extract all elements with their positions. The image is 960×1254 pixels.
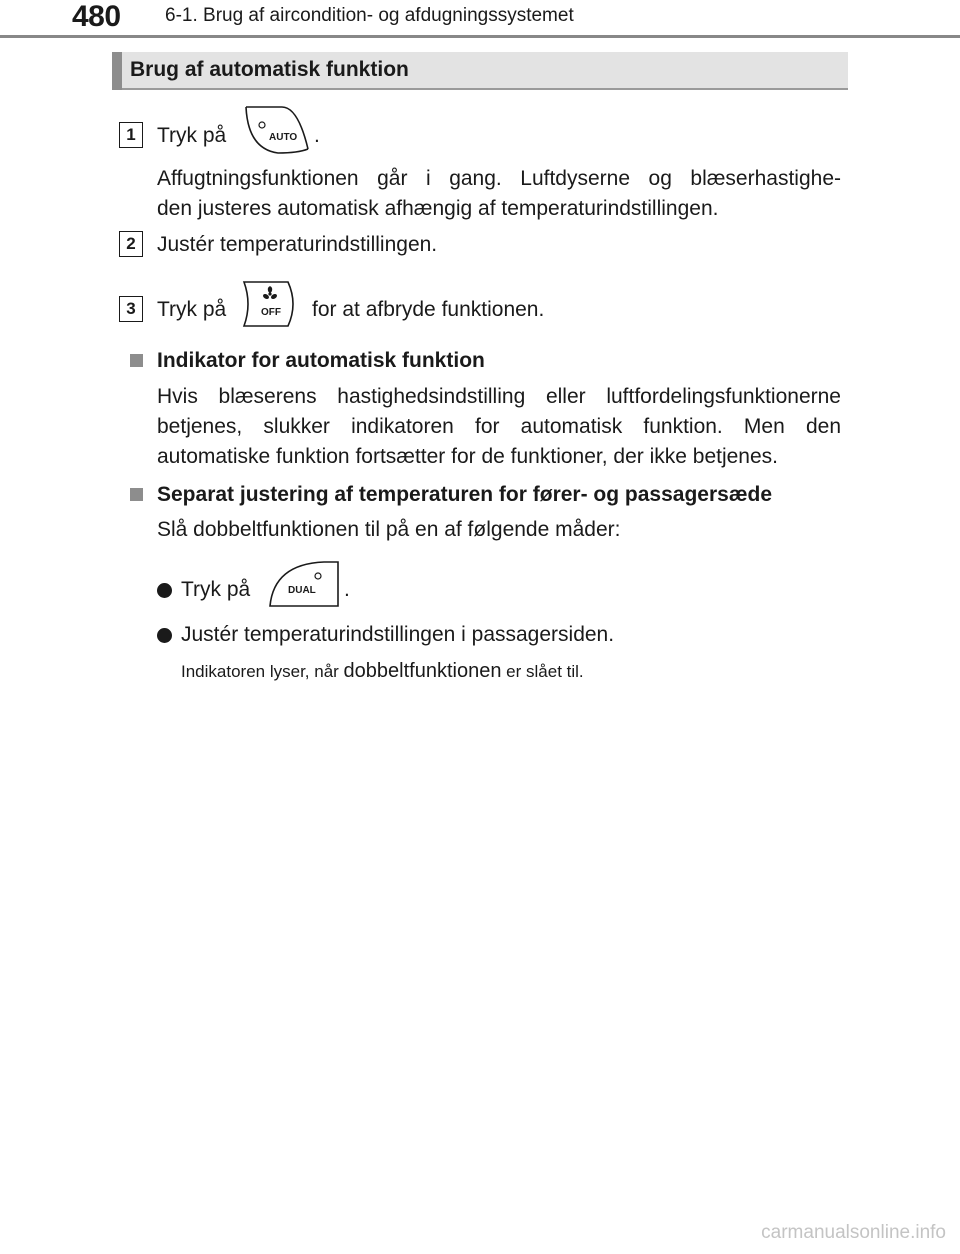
off-button-label: OFF <box>261 307 281 318</box>
step-1-text-before: Tryk på <box>157 124 227 147</box>
auto-button-label: AUTO <box>269 132 298 143</box>
bullet-1-text-before: Tryk på <box>181 578 251 601</box>
bullet-1-text-after: . <box>344 578 350 601</box>
step-1-description-line2: den justeres automatisk afhængig af temperaturindstillingen. <box>157 197 719 220</box>
separate-heading: Separat justering af temperaturen for fører- og passagersæde <box>157 483 772 506</box>
bullet-dot <box>157 583 172 598</box>
auto-button-icon <box>242 105 312 159</box>
watermark: carmanualsonline.info <box>761 1222 946 1243</box>
page-number: 480 <box>72 0 121 33</box>
header-divider <box>0 35 960 38</box>
page-header <box>0 0 960 40</box>
indicator-heading: Indikator for automatisk funktion <box>157 349 485 372</box>
bullet-dot <box>157 628 172 643</box>
fan-icon <box>262 286 278 300</box>
step-2-text: Justér temperaturindstillingen. <box>157 233 438 256</box>
step-3-text-before: Tryk på <box>157 298 227 321</box>
step-3-text-after: for at afbryde funktionen. <box>312 298 545 321</box>
dual-button-label: DUAL <box>288 585 316 596</box>
note-part-1: Indikatoren lyser, når <box>181 662 344 681</box>
note-part-2: dobbeltfunktionen <box>343 660 502 682</box>
chapter-title: 6-1. Brug af aircondition- og afdugningssystemet <box>165 5 574 26</box>
bullet-2-text: Justér temperaturindstillingen i passagersiden. <box>181 623 615 646</box>
section-accent <box>112 52 122 90</box>
off-button-icon <box>240 280 302 330</box>
section-heading-bar <box>112 52 848 90</box>
indicator-note <box>181 659 584 684</box>
step-1-text-after: . <box>314 124 320 147</box>
step-number-3: 3 <box>119 296 143 322</box>
separate-intro: Slå dobbeltfunktionen til på en af følgende måder: <box>157 518 621 541</box>
step-1-description-line1: Affugtningsfunktionen går i gang. Luftdyserne og blæserhastighe- <box>157 167 841 190</box>
indicator-body: Hvis blæserens hastighedsindstilling eller luftfordelingsfunktionerne betjenes, slukker indikatoren for automatisk funktion. Men den automatiske funktion fortsætter for de funktioner, der ikke betjenes. <box>157 385 841 468</box>
section-title: Brug af automatisk funktion <box>130 58 409 81</box>
dual-button-icon <box>266 560 342 610</box>
step-number-2: 2 <box>119 231 143 257</box>
subsection-marker <box>130 354 143 367</box>
subsection-marker <box>130 488 143 501</box>
note-part-3: er slået til. <box>501 662 584 681</box>
step-number-1: 1 <box>119 122 143 148</box>
